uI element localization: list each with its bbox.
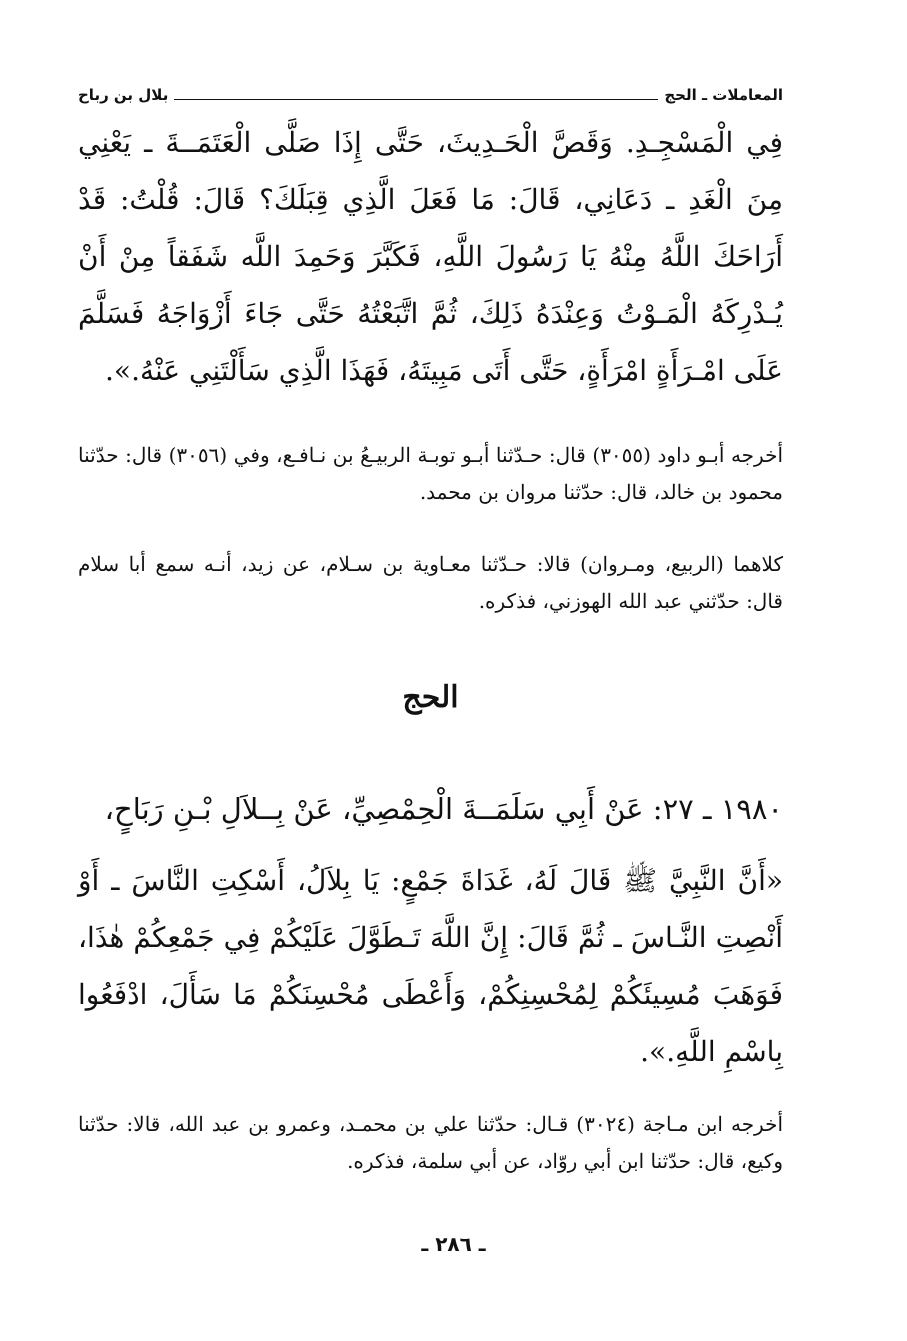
takhrij-note-2 — [78, 546, 783, 620]
running-header — [78, 84, 783, 106]
takhrij-text-3: أخرجه ابن مـاجة (٣٠٢٤) قـال: حدّثنا علي بن محمـد، وعمرو بن عبد الله، قالا: حدّثنا وكيع، قال: حدّثنا ابن أبي روّاد، عن أبي سلمة، فذكره. — [78, 1112, 784, 1173]
header-rule — [174, 90, 658, 100]
header-chapter-title: المعاملات ـ الحج — [664, 86, 783, 104]
page-content — [78, 84, 783, 1180]
hadith-heading-text: ١٩٨٠ ـ ٢٧: عَنْ أَبِي سَلَمَــةَ الْحِمْصِيِّ، عَنْ بِــلاَلِ بْـنِ رَبَاحٍ، — [104, 792, 783, 826]
takhrij-note-1 — [78, 437, 783, 511]
hadith-body — [78, 852, 783, 1080]
takhrij-text-1: أخرجه أبـو داود (٣٠٥٥) قال: حـدّثنا أبـو توبـة الربيـعُ بن نـافـع، وفي (٣٠٥٦) قال: حدّثنا محمود بن خالد، قال: حدّثنا مروان بن محمد. — [78, 443, 784, 504]
hadith-body-text: «أَنَّ النَّبِيَّ ﷺ قَالَ لَهُ، غَدَاةَ جَمْعٍ: يَا بِلاَلُ، أَسْكِتِ النَّاسَ ـ أَوْ أَنْصِتِ النَّـاسَ ـ ثُمَّ قَالَ: إِنَّ اللَّهَ تَـطَوَّلَ عَلَيْكُمْ فِي جَمْعِكُمْ هٰذَا، فَوَهَبَ مُسِيئَكُمْ لِمُحْسِنِكُمْ، وَأَعْطَى مُحْسِنَكُمْ مَا سَأَلَ، ادْفَعُوا بِاسْمِ اللَّهِ.». — [78, 864, 783, 1068]
takhrij-note-3 — [78, 1106, 783, 1180]
header-companion-name: بلال بن رباح — [78, 86, 169, 104]
narration-continued — [78, 114, 783, 399]
takhrij-text-2: كلاهما (الربيع، ومـروان) قالا: حـدّثنا معـاوية بن سـلام، عن زيد، أنـه سمع أبا سلام قال: حدّثني عبد الله الهوزني، فذكره. — [78, 552, 783, 613]
section-title: الحج — [402, 680, 459, 715]
narration-text: فِي الْمَسْجِـدِ. وَقَصَّ الْحَـدِيثَ، حَتَّى إِذَا صَلَّى الْعَتَمَــةَ ـ يَعْنِي مِنَ الْغَدِ ـ دَعَانِي، قَالَ: مَا فَعَلَ الَّذِي قِبَلَكَ؟ قَالَ: قُلْتُ: قَدْ أَرَاحَكَ اللَّهُ مِنْهُ يَا رَسُولَ اللَّهِ، فَكَبَّرَ وَحَمِدَ اللَّه شَفَقاً مِنْ أَنْ يُـدْرِكَهُ الْمَـوْتُ وَعِنْدَهُ ذَلِكَ، ثُمَّ اتَّبَعْتُهُ حَتَّى جَاءَ أَزْوَاجَهُ فَسَلَّمَ عَلَى امْـرَأَةٍ امْرَأَةٍ، حَتَّى أَتَى مَبِيتَهُ، فَهَذَا الَّذِي سَأَلْتَنِي عَنْهُ.». — [78, 126, 783, 387]
hadith-heading — [78, 780, 783, 838]
page-number: ـ ٢٨٦ ـ — [421, 1232, 486, 1256]
